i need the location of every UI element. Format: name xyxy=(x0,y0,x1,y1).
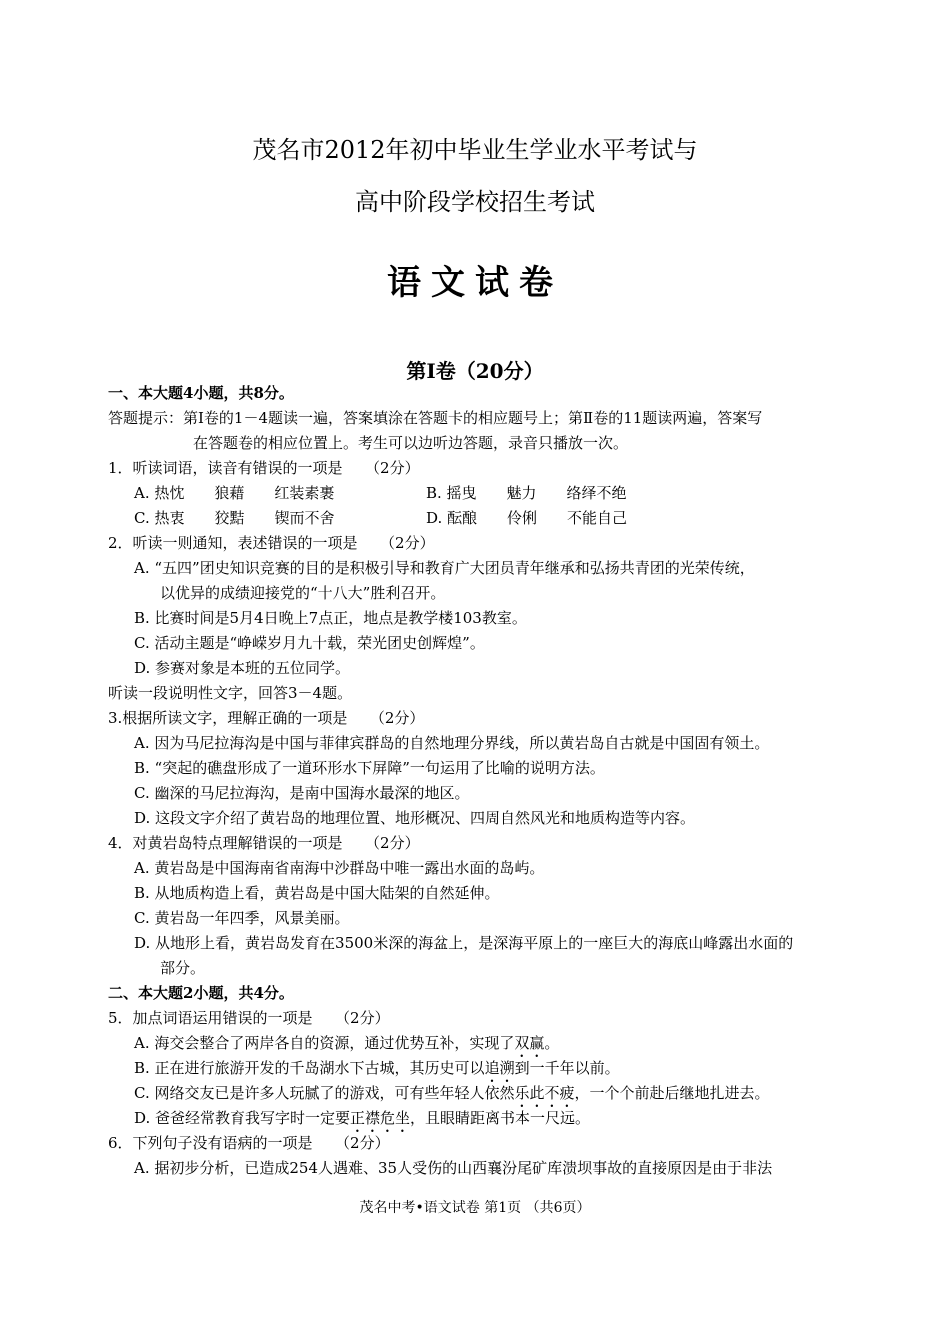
q4-option-b: B. 从地质构造上看，黄岩岛是中国大陆架的自然延伸。 xyxy=(134,884,500,902)
section-title: 第Ⅰ卷（20分） xyxy=(406,359,544,383)
q5-option-a xyxy=(134,1033,559,1061)
q5-option-d-dotted-word: 正襟危坐 xyxy=(350,1109,411,1127)
q2-option-b: B. 比赛时间是5月4日晚上7点正，地点是教学楼103教室。 xyxy=(134,609,527,627)
q4-option-a: A. 黄岩岛是中国海南省南海中沙群岛中唯一露出水面的岛屿。 xyxy=(134,859,545,877)
q5-option-c-dotted-word: 乐此不疲 xyxy=(514,1084,575,1102)
q5-stem: 5．加点词语运用错误的一项是 （2分） xyxy=(108,1009,390,1027)
q1-option-d: D. 酝酿 伶俐 不能自己 xyxy=(426,509,628,527)
q5-option-d xyxy=(134,1108,590,1136)
q5-option-a-dotted-word: 双赢 xyxy=(514,1034,545,1052)
q3-option-c: C. 幽深的马尼拉海沟，是南中国海水最深的地区。 xyxy=(134,784,470,802)
q3-option-a: A. 因为马尼拉海沟是中国与菲律宾群岛的自然地理分界线，所以黄岩岛自古就是中国固有领土。 xyxy=(134,734,770,752)
q2-option-d: D. 参赛对象是本班的五位同学。 xyxy=(134,659,351,677)
q5-option-b-text: B. 正在进行旅游开发的千岛湖水下古城，其历史可以 xyxy=(134,1059,485,1077)
q1-stem: 1．听读词语，读音有错误的一项是 （2分） xyxy=(108,459,420,477)
q5-option-b-dotted-word: 追溯 xyxy=(484,1059,515,1077)
q1-option-c: C. 热衷 狡黠 锲而不舍 xyxy=(134,509,335,527)
q3-option-d: D. 这段文字介绍了黄岩岛的地理位置、地形概况、四周自然风光和地质构造等内容。 xyxy=(134,809,696,827)
exam-title-line2: 高中阶段学校招生考试 xyxy=(355,188,595,216)
answer-hint-line1: 答题提示：第Ⅰ卷的1－4题读一遍，答案填涂在答题卡的相应题号上；第Ⅱ卷的11题读两遍，答案写 xyxy=(108,409,763,427)
q2-option-a-line1: A. “五四”团史知识竞赛的目的是积极引导和教育广大团员青年继承和弘扬共青团的光荣传统， xyxy=(134,559,755,577)
q5-option-a-tail: 。 xyxy=(544,1034,560,1052)
part1-heading: 一、本大题4小题，共8分。 xyxy=(108,384,294,402)
q6-stem: 6．下列句子没有语病的一项是 （2分） xyxy=(108,1134,390,1152)
paper-main-title: 语文试卷 xyxy=(387,263,563,303)
q1-option-a: A. 热忱 狼藉 红装素裹 xyxy=(134,484,335,502)
q1-option-b: B. 摇曳 魅力 络绎不绝 xyxy=(426,484,627,502)
q5-option-a-text: A. 海交会整合了两岸各自的资源，通过优势互补，实现了 xyxy=(134,1034,515,1052)
exam-title-line1: 茂名市2012年初中毕业生学业水平考试与 xyxy=(252,136,698,164)
q4-option-c: C. 黄岩岛一年四季，风景美丽。 xyxy=(134,909,350,927)
q4-option-d-line2: 部分。 xyxy=(160,959,206,977)
q4-option-d-line1: D. 从地形上看，黄岩岛发育在3500米深的海盆上，是深海平原上的一座巨大的海底山峰露出水面的 xyxy=(134,934,794,952)
q2-option-c: C. 活动主题是“峥嵘岁月九十载，荣光团史创辉煌”。 xyxy=(134,634,485,652)
q2-option-a-line2: 以优异的成绩迎接党的“十八大”胜利召开。 xyxy=(160,584,446,602)
q5-option-d-text: D. 爸爸经常教育我写字时一定要 xyxy=(134,1109,351,1127)
q5-option-c-text: C. 网络交友已是许多人玩腻了的游戏，可有些年轻人依然 xyxy=(134,1084,515,1102)
q5-option-d-tail: ，且眼睛距离书本一尺远。 xyxy=(410,1109,591,1127)
q5-option-b-tail: 到一千年以前。 xyxy=(514,1059,620,1077)
q5-option-c xyxy=(134,1083,770,1111)
q5-option-b xyxy=(134,1058,620,1086)
q6-option-a: A. 据初步分析，已造成254人遇难、35人受伤的山西襄汾尾矿库溃坝事故的直接原因是由于非法 xyxy=(134,1159,773,1177)
part2-heading: 二、本大题2小题，共4分。 xyxy=(108,984,294,1002)
listening-note: 听读一段说明性文字，回答3－4题。 xyxy=(108,684,353,702)
q3-option-b: B. “突起的礁盘形成了一道环形水下屏障”一句运用了比喻的说明方法。 xyxy=(134,759,605,777)
page-footer: 茂名中考•语文试卷 第1页 （共6页） xyxy=(359,1200,591,1216)
q2-stem: 2．听读一则通知，表述错误的一项是 （2分） xyxy=(108,534,435,552)
q5-option-c-tail: ，一个个前赴后继地扎进去。 xyxy=(574,1084,770,1102)
answer-hint-line2: 在答题卷的相应位置上。考生可以边听边答题，录音只播放一次。 xyxy=(193,434,629,452)
q3-stem: 3.根据所读文字，理解正确的一项是 （2分） xyxy=(108,709,425,727)
q4-stem: 4．对黄岩岛特点理解错误的一项是 （2分） xyxy=(108,834,420,852)
